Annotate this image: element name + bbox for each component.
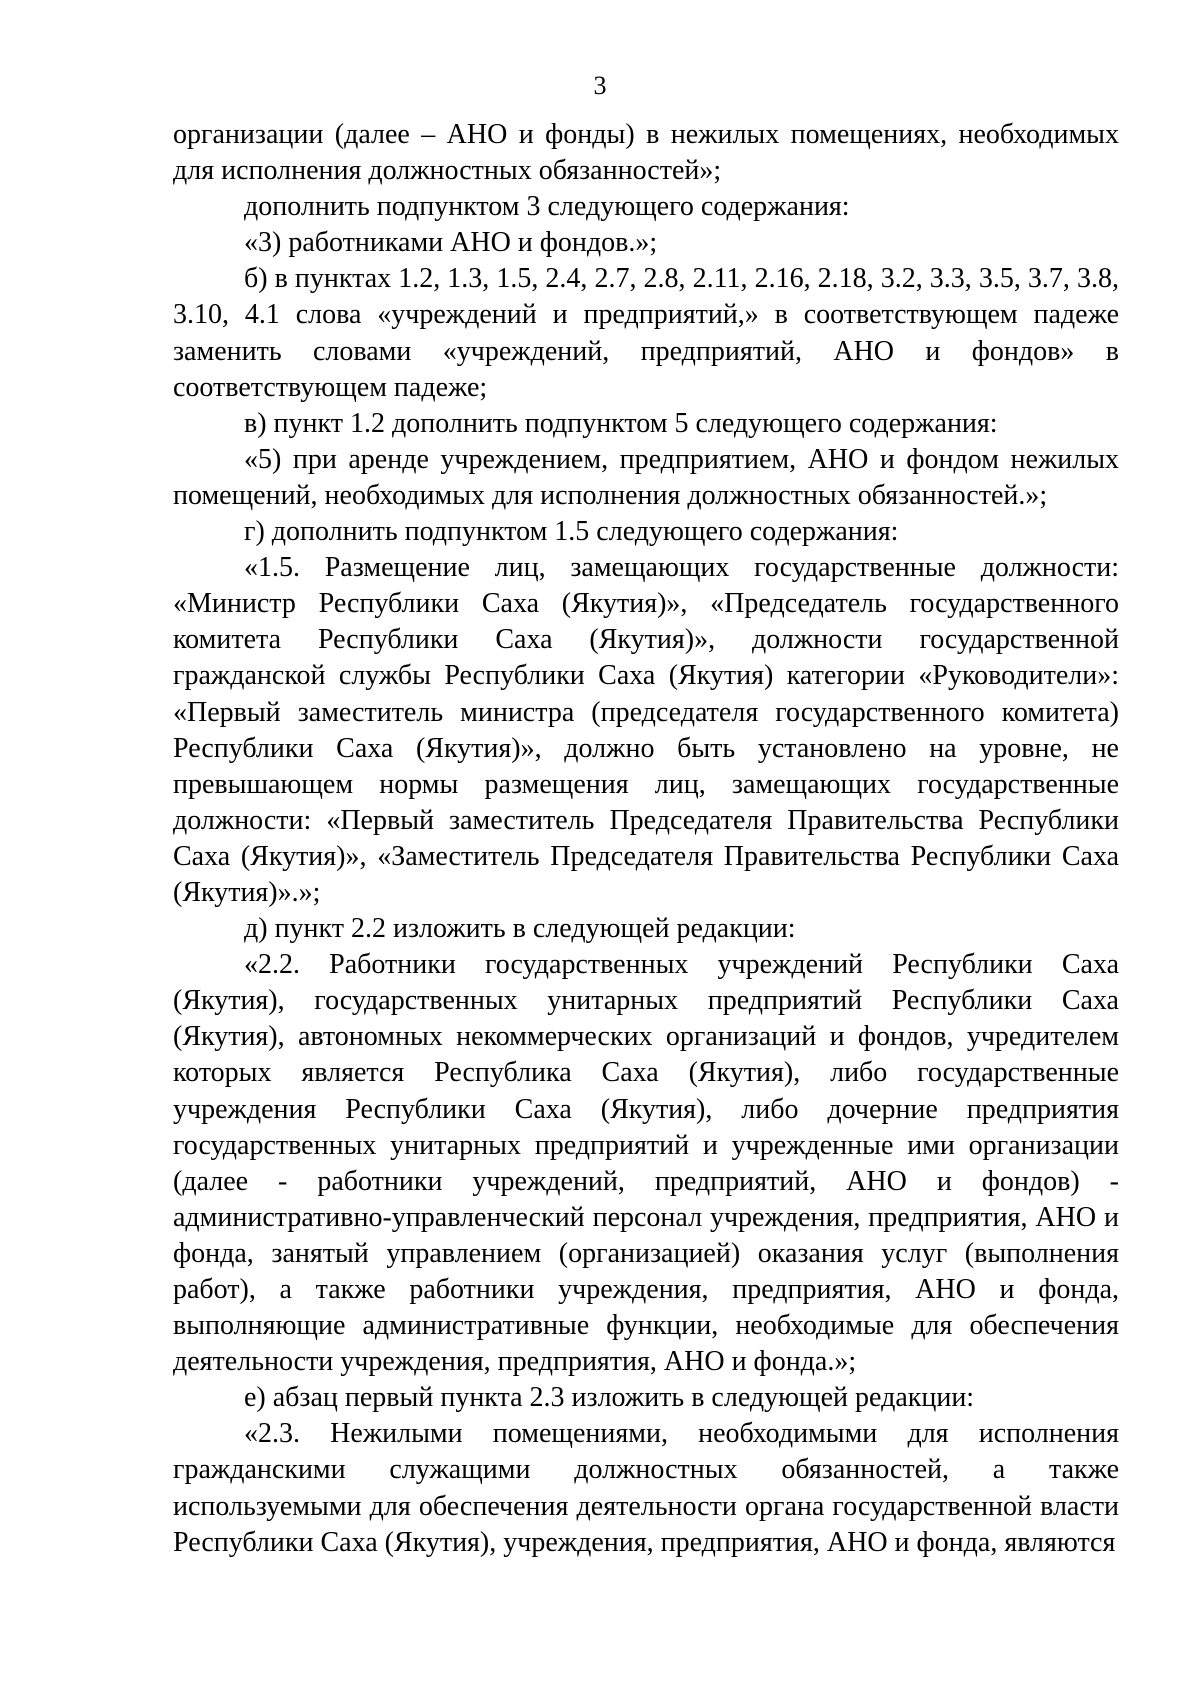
paragraph-7: г) дополнить подпунктом 1.5 следующего содержания:: [244, 516, 899, 548]
paragraph-12: «2.3. Нежилыми помещениями, необходимыми для исполнения гражданскими служащими должностных обязанностей, а также используемыми для обеспечения деятельности органа государственной власти Республики Саха (Якутия), учреждения, предприятия, АНО и фонда, являются: [173, 1418, 1119, 1558]
paragraph-3: «3) работниками АНО и фондов.»;: [244, 227, 658, 259]
paragraph-2: дополнить подпунктом 3 следующего содержания:: [244, 191, 850, 223]
paragraph-11: е) абзац первый пункта 2.3 изложить в следующей редакции:: [244, 1382, 975, 1414]
document-body: [173, 117, 1119, 1561]
paragraph-8: «1.5. Размещение лиц, замещающих государственные должности: «Министр Республики Саха (Якутия)», «Председатель государственного комитета Республики Саха (Якутия)», должности государственной гражданской службы Республики Саха (Якутия) категории «Руководители»: «Первый заместитель министра (председателя государственного комитета) Республики Саха (Якутия)», должно быть установлено на уровне, не превышающем нормы размещения лиц, замещающих государственные должности: «Первый заместитель Председателя Правительства Республики Саха (Якутия)», «Заместитель Председателя Правительства Республики Саха (Якутия)».»;: [173, 552, 1119, 908]
paragraph-5: в) пункт 1.2 дополнить подпунктом 5 следующего содержания:: [244, 407, 998, 439]
paragraph-1: организации (далее – АНО и фонды) в нежилых помещениях, необходимых для исполнения должностных обязанностей»;: [173, 119, 1119, 187]
paragraph-10: «2.2. Работники государственных учреждений Республики Саха (Якутия), государственных унитарных предприятий Республики Саха (Якутия), автономных некоммерческих организаций и фондов, учредителем которых является Республика Саха (Якутия), либо государственные учреждения Республики Саха (Якутия), либо дочерние предприятия государственных унитарных предприятий и учрежденные ими организации (далее - работники учреждений, предприятий, АНО и фондов) - административно-управленческий персонал учреждения, предприятия, АНО и фонда, занятый управлением (организацией) оказания услуг (выполнения работ), а также работники учреждения, предприятия, АНО и фонда, выполняющие административные функции, необходимые для обеспечения деятельности учреждения, предприятия, АНО и фонда.»;: [173, 949, 1119, 1378]
paragraph-6: «5) при аренде учреждением, предприятием, АНО и фондом нежилых помещений, необходимых для исполнения должностных обязанностей.»;: [173, 443, 1119, 511]
paragraph-4: б) в пунктах 1.2, 1.3, 1.5, 2.4, 2.7, 2.8, 2.11, 2.16, 2.18, 3.2, 3.3, 3.5, 3.7, 3.8, 3.10, 4.1 слова «учреждений и предприятий,» в соответствующем падеже заменить словами «учреждений, предприятий, АНО и фондов» в соответствующем падеже;: [173, 263, 1119, 403]
page-number: 3: [593, 71, 607, 100]
paragraph-9: д) пункт 2.2 изложить в следующей редакции:: [244, 913, 796, 945]
